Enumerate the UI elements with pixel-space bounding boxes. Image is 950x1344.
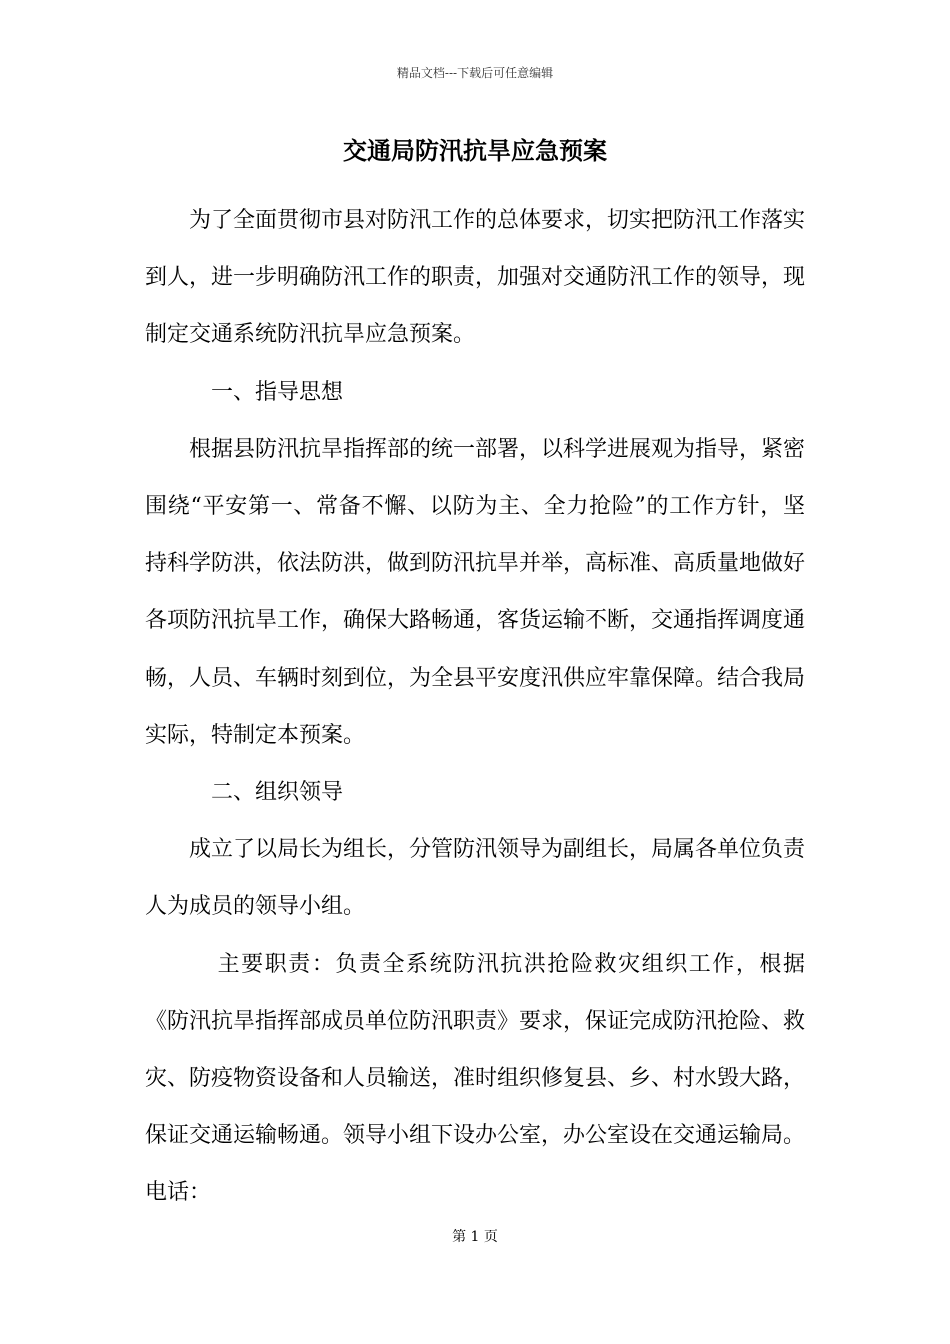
guiding-ideology-paragraph: 根据县防汛抗旱指挥部的统一部署，以科学进展观为指导，紧密围绕“平安第一、常备不懈、以防为主、全力抢险”的工作方针，坚持科学防洪，依法防洪，做到防汛抗旱并举，高标准、高质量地做好各项防汛抗旱工作，确保大路畅通，客货运输不断，交通指挥调度通畅，人员、车辆时刻到位，为全县平安度汛供应牢靠保障。结合我局实际，特制定本预案。 — [145, 436, 806, 748]
page-header: 精品文档---下载后可任意编辑 — [396, 66, 554, 80]
intro-paragraph: 为了全面贯彻市县对防汛工作的总体要求，切实把防汛工作落实到人，进一步明确防汛工作的职责，加强对交通防汛工作的领导，现制定交通系统防汛抗旱应急预案。 — [145, 208, 806, 348]
page-number: 第 1 页 — [452, 1229, 498, 1245]
document-body — [145, 192, 805, 1222]
organization-paragraph: 成立了以局长为组长，分管防汛领导为副组长，局属各单位负责人为成员的领导小组。 — [145, 837, 806, 920]
document-title: 交通局防汛抗旱应急预案 — [343, 136, 607, 165]
duties-paragraph: 主要职责：负责全系统防汛抗洪抢险救灾组织工作，根据《防汛抗旱指挥部成员单位防汛职责》要求，保证完成防汛抢险、救灾、防疫物资设备和人员输送，准时组织修复县、乡、村水毁大路，保证交通运输畅通。领导小组下设办公室，办公室设在交通运输局。电话： — [145, 951, 806, 1206]
section-heading-guiding-ideology: 一、指导思想 — [211, 379, 344, 405]
section-heading-organization: 二、组织领导 — [211, 780, 344, 806]
